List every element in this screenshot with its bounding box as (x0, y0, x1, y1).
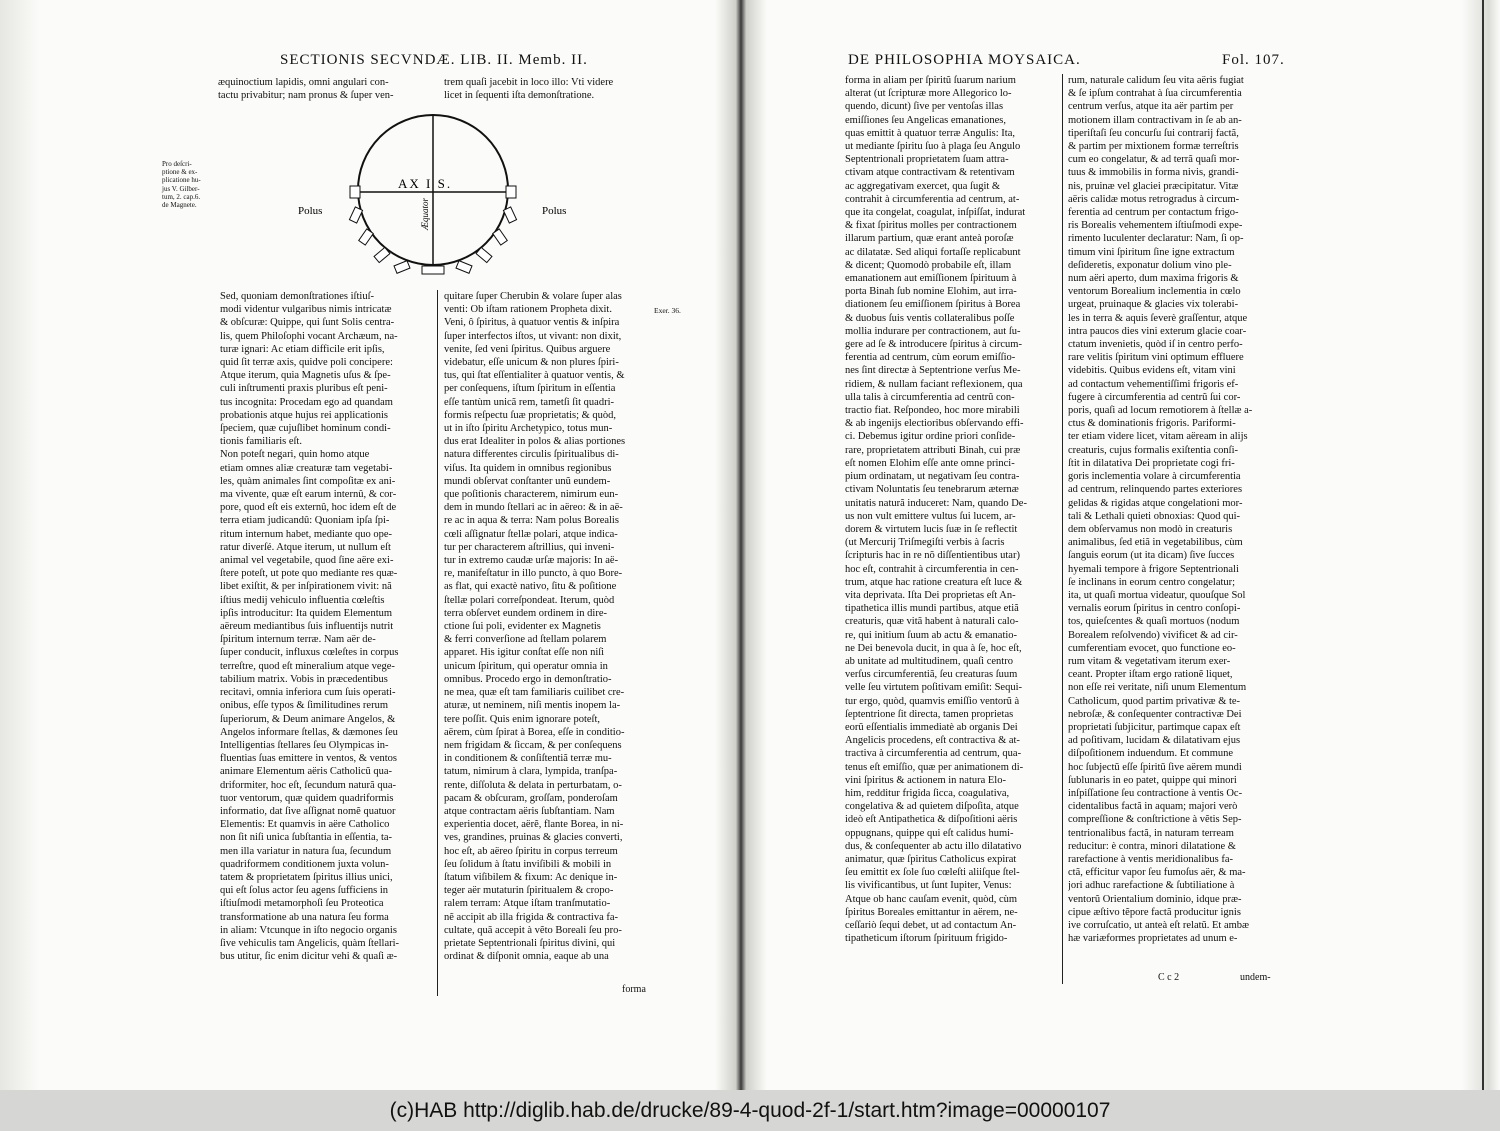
right-page-column-2 (1068, 74, 1282, 986)
margin-note-exer: Exer. 36. (654, 306, 681, 315)
pole-label-right: Polus (542, 205, 567, 217)
left-page-column-1-text: Sed, quoniam demonſtrationes iſtiuſ- modi videntur vulgaribus nimis intricatæ & obſcuræ: Quippe, qui ſunt Solis centra- lis, quem Philoſophi vocant Archæum, na- turæ ignari: Ac etiam difficile erit ipſis, quid ſit terræ axis, quidve poli concipere: Atque iterum, quia Magnetis uſus & ſpe- culi inſtrumenti praxis pluribus eſt peni- tus incognita: Procedam ego ad quandam probationis atque hujus rei applicationis ſpeciem, quæ cujuſlibet hominum condi- tionis familiaris eſt. Non poteſt negari, quin homo atque etiam omnes aliæ creaturæ tam vegetabi- les, quàm animales ſint compoſitæ ex ani- ma vivente, quæ eſt earum internû, & cor- pore, quod eſt eis externû, hoc idem eſt de terra etiam judicandû: Quoniam ipſa ſpi- ritum internum habet, mediante quo ope- ratur diverſé. Atque iterum, ut nullum eſt animal vel vegetabile, quod ſine aëre exi- ſtere poteſt, ut pote quo mediante res quæ- libet exiſtit, & per inſpirationem vivit: nã iſtius medij vehiculo influentia cœleſtis ipſis introducitur: Ita quidem Elementum aëreum mediantibus ſuis influentijs nutrit ſpiritum internum terræ. Nam aër de- ſuper conducit, influxus cœleſtes in corpus terreſtre, quod eſt mineralium atque vege- tabilium matrix. Vobis in præcedentibus recitavi, omnia inferiora cum ſuis operati- onibus, eſſe typos & ſimilitudines rerum ſuperiorum, & Deum animare Angelos, & Angelos informare ſtellas, & dæmones ſeu Intelligentias ſtellares ſeu Olympicas in- fluentias ſuas emittere in ventos, & ventos animare Elementum aëris Catholicũ qua- driformiter, hoc eſt, ſecundum naturã qua- tuor ventorum, quæ quidem quadriformis informatio, dat ſive aſſignat nomẽ quatuor Elementis: Et quamvis in aëre Catholico non ſit niſi unica ſubſtantia in eſſentia, ta- men illa variatur in natura ſua, ſecundum quadriformem conditionem juxta volun- tatem & proprietatem ſpiritus illius unici, qui eſt ſolus actor ſeu agens ſufficiens in iſtiuſmodi metamorphoſi ſeu Proteotica transformatione ab una natura ſeu forma in aliam: Vtcunque in iſto negocio organis ſive vehiculis tam Angelicis, quàm ſtellari- bus utitur, ſic enim dicitur vehi & quaſi æ- (220, 291, 400, 963)
right-running-head: DE PHILOSOPHIA MOYSAICA. (848, 52, 1081, 68)
left-intro-right-text: trem quaſi jacebit in loco illo: Vti videre licet in ſequenti iſta demonſtratione. (444, 77, 614, 102)
right-page-column-2-text: rum, naturale calidum ſeu vita aëris fugiat & ſe ipſum contrahat à ſua circumferentia centrum verſus, atque ita aër partim per motionem illam contractivam in ſe ab an- tiperiſtaſi ſeu concurſu ſui contrarij factã, & partim per mixtionem formæ terreſtris cum eo congelatur, & ad terrã quaſi mor- tuus & immobilis in forma nivis, grandi- nis, pruinæ vel glaciei præcipitatur. Vitæ aëris calidæ motus retrogradus à circum- ferentia ad centrum per contactum frigo- ris Borealis vehementem iſtiuſmodi expe- rimento luculenter declaratur: Nam, ſi op- timum vini ſpiritum ſine igne extractum deſideretis, exponatur dolium vino ple- num aëri aperto, dum maxima frigoris & ventorum Borealium inclementia in cœlo urgeat, pruinaque & glacies vix tolerabi- les in terra & aquis ſeverè graſſentur, atque intra paucos dies vini exterum glacie coar- ctatum invenietis, quòd iſ in centro perfo- rare velitis ſpiritum vini optimum effluere videbitis. Quibus evidens eſt, vitam vini ad contactum vehementiſſimi frigoris ef- fugere à circumferentia ad centrũ ſui cor- poris, quaſi ad locum remotiorem à ſtellæ a- ctus & dominationis frigoris. Pariformi- ter etiam videre licet, vitam aëream in alijs creaturis, cujus formalis exiſtentia conſi- ſtit in dilatativa Dei proprietate cogi fri- goris inclementia volare à circumferentia ad centrum, relinquendo partes exteriores gelidas & rigidas atque congelationi mor- tali & Lethali quieti obnoxias: Quod qui- dem obſervamus non modò in creaturis animalibus, ſed etiã in vegetabilibus, cùm ſanguis eorum (ut ita dicam) ſive ſucces hyemali tempore à frigore Septentrionali ſe inclinans in eorum centro congelatur; ita, ut quaſi mortua videatur, quouſque Sol vernalis eorum ſpiritus in centro conſopi- tos, quieſcentes & quaſi mortuos (nodum Borealem reſolvendo) vivificet & ad cir- cumferentiam evocet, quo functione eo- rum vitam & vegetativam iterum exer- ceant. Propter iſtam ergo rationẽ liquet, non eſſe rei veritate, niſi unum Elementum Catholicum, quod partim privativæ & te- nebroſæ, & conſequenter contractivæ Dei proprietati ſubjicitur, partimque capax eſt ad poſitivam, lucidam & dilatativam ejus diſpoſitionem induendum. Et commune hoc ſubjectũ eſſe ſpiritũ ſive aërem mundi ſublunaris in eo patet, quippe qui minori inſpiſſatione ſeu contractione à ventis Oc- cidentalibus factã in aquam; majori verò compreſſione & conſtrictione à vẽtis Sep- tentrionalibus factã, in naturam terream reducitur: è contra, minori dilatatione & rarefactione à ventis meridionalibus fa- ctã, efficitur vapor ſeu fumoſus aër, & ma- jori adhuc rarefactione & ſubtiliatione à ventorũ Orientalium dominio, idque præ- cipue æſtivo tẽpore factã producitur ignis ive corruſcatio, ut anteà eſt relatũ. Et ambæ hæ variæformes proprietates ad unum e- (1068, 75, 1253, 945)
left-running-head: SECTIONIS SECVNDÆ. LIB. II. Memb. II. (280, 52, 588, 68)
left-intro-left-text: æquinoctium lapidis, omni angulari con- tactu privabitur; nam pronus & ſuper ven- (218, 77, 394, 102)
magnet-globe-figure (290, 108, 590, 288)
book-gutter (715, 0, 767, 1090)
left-intro-left (218, 76, 430, 106)
right-page-edge (1462, 0, 1500, 1090)
pole-block-right (506, 186, 516, 198)
left-intro-right (444, 76, 656, 106)
left-page-column-2-text: quitare ſuper Cherubin & volare ſuper alas venti: Ob iſtam rationem Propheta dixit. Veni, ô ſpiritus, à quatuor ventis & inſpira ſuper interfectos iſtos, ut vivant: non dixit, venite, ſed veni ſpiritus. Quibus arguere videbatur, eſſe unicum & non plures ſpiri- tus, qui ſtat eſſentialiter à quatuor ventis, & per conſequens, iſtum ſpiritum in eſſentia eſſe tantùm unicã rem, tametſi ſit quadri- formis reſpectu ſuæ proprietatis; & quòd, ut in iſto ſpiritu Archetypico, totus mun- dus erat Idealiter in polos & alias portiones natura differentes circulis ſpiritualibus di- viſus. Ita quidem in omnibus regionibus mundi obſervat conſtanter unũ eundem- que poſitionis characterem, nimirum eun- dem in mundo ſtellari ac in aëreo: & in aë- re ac in aqua & terra: Nam polus Borealis cœli aſſignatur ſtellæ polari, atque indica- tur per characterem aſtrillius, qui inveni- tur in extremo caudæ urſæ majoris: In aë- re, manifeſtatur in illo puncto, à quo Bore- as flat, qui exactè nativo, ſitu & poſitione ſtellæ polari correſpondeat. Iterum, quòd terra obſervet eundem ordinem in dire- ctione ſui poli, evidenter ex Magnetis & ferri converſione ad ſtellam polarem apparet. His igitur conſtat eſſe non niſi unicum ſpiritum, qui operatur omnia in omnibus. Procedo ergo in demonſtratio- ne mea, quæ eſt tam familiaris cuilibet cre- aturæ, ut neminem, niſi mentis inopem la- tere poſſit. Quis enim ignorare poteſt, aërem, cùm ſpirat à Borea, eſſe in conditio- nem frigidam & ſiccam, & per conſequens in conditionem & conſiſtentiã terræ mu- tatum, nimirum à clara, lympida, tranſpa- rente, diſſoluta & delata in perturbatam, o- pacam & obſcuram, groſſam, ponderoſam atque contractam aëris ſubſtantiam. Nam experientia docet, aërẽ, flante Borea, in ni- ves, grandines, pruinas & glacies converti, hoc eſt, ab aëreo ſpiritu in corpus terreum ſeu ſolidum à ſtatu inviſibili & mobili in ſtatum viſibilem & fixum: Ac denique in- teger aër mutaturin ſpiritualem & cropo- ralem terram: Atque iſtam tranſmutatio- nẽ accipit ab illa frigida & contractiva fa- cultate, quã accepit à vẽto Boreali ſeu pro- prietate Septentrionali ſpiritus divini, qui ordinat & diſponit omnia, eaque ab una (444, 291, 626, 963)
right-catchword: undem- (1240, 972, 1271, 983)
pole-label-left: Polus (298, 205, 323, 217)
right-column-rule (1062, 74, 1063, 984)
right-folio: Fol. 107. (1222, 52, 1285, 68)
left-page-column-1 (220, 290, 432, 1012)
axis-label: AX I S. (398, 176, 453, 191)
signature-mark: C c 2 (1158, 972, 1180, 983)
margin-note-gilbert: Pro deſcri- ptione & ex- plicatione hu- jus V. Gilber- tum, 2. cap.6. de Magnete. (162, 160, 201, 210)
attribution-footer (0, 1090, 1500, 1131)
left-page-column-2 (444, 290, 656, 1000)
attribution-text: (c)HAB http://diglib.hab.de/drucke/89-4-quod-2f-1/start.htm?image=00000107 (389, 1098, 1111, 1122)
aequator-label: Æquator (420, 197, 430, 230)
right-page-column-1 (845, 74, 1055, 986)
left-column-rule (437, 290, 438, 996)
left-catchword: forma (622, 984, 646, 995)
right-page-column-1-text: forma in aliam per ſpiritũ ſuarum narium alterat (ut ſcripturæ more Allegorico lo- quendo, dicunt) ſive per ventoſas illas emiſſiones ſeu Angelicas emanationes, quas emittit à quatuor terræ Angulis: Ita, ut mediante ſpiritu ſuo à plaga ſeu Angulo Septentrionali proprietatem ſuam attra- ctivam atque contractivam & retentivam ac aggregativam exercet, qua ſugit & contrahit à circumferentia ad centrum, at- que ita congelat, coagulat, inſpiſſat, indurat & fixat ſpiritus molles per contractionem illarum partium, quæ erant anteà poroſæ ac dilatatæ. Sed aliqui fortaſſe replicabunt & dicent; Quomodò probabile eſt, illam emanationem aut emiſſionem ſpirituum à porta Binah ſub nomine Elohim, aut irra- diationem ſeu emiſſionem ſpiritus à Borea & duobus ſuis ventis collateralibus poſſe mollia indurare per contractionem, aut ſu- gere ad ſe & introducere ſpiritus à circum- ferentia ad centrum, cùm eorum emiſſio- nes ſint directæ à Septentrione verſus Me- ridiem, & nullam faciant reflexionem, qua ulla talis à circumferentia ad centrũ con- tractio fiat. Reſpondeo, hoc more mirabili & ab ingenijs electioribus obſervando effi- ci. Debemus igitur ordine priori conſide- rare, proprietatem attributi Binah, cui præ eſt nomen Elohim eſſe ante omne princi- pium ordinatam, ut negativam ſeu contra- ctivam Noluntatis ſeu tenebrarum æternæ unitatis naturã induceret: Nam, quando De- us non vult emittere vultus ſui lucem, ar- dorem & virtutem lucis ſuæ in ſe reflectit (ut Mercurij Triſmegiſti verbis à ſacris ſcripturis hac in re nõ diſſentientibus utar) hoc eſt, contrahit à circumferentia in cen- trum, atque hac ratione creatura eſt luce & vita deprivata. Iſta Dei proprietas eſt An- tipathetica illis mundi partibus, atque etiã creaturis, quæ vitã habent à naturali calo- re, qui initium ſuum ab actu & emanatio- ne Dei benevola ducit, in qua à ſe, hoc eſt, ab unitate ad multitudinem, quaſi centro verſus circumferentiã, ſeu creaturas ſuum velle ſeu virtutem poſitivam emiſit: Sequi- tur ergo, quòd, quamvis emiſſio ventorũ à ſeptentrione ſit directa, tamen proprietas eorũ eſſentialis immediatè ab organis Dei Angelicis procedens, eſt contractiva & at- tractiva à circumferentia ad centrum, qua- tenus eſt emiſſio, quæ per animationem di- vini ſpiritus & actionem in natura Elo- him, redditur frigida ſicca, coagulativa, congelativa & ad quietem diſpoſita, atque ideò eſt Antipathetica & diſpoſitioni aëris oppugnans, quippe qui eſt calidus humi- dus, & conſequenter ab actu illo dilatativo animatur, quæ ſpiritus Catholicus expirat ſeu emittit ex ſole ſuo cœleſti aliiſque ſtel- lis vivificantibus, ut ſunt Iupiter, Venus: Atque ob hanc cauſam evenit, quòd, cùm ſpiritus Boreales emittantur in aërem, ne- ceſſariò ſequi debet, ut ad contactum An- tipatheticum iſtorum ſpirituum frigido- (845, 75, 1027, 945)
pole-block-left (350, 186, 360, 198)
left-page-edge (0, 0, 40, 1090)
